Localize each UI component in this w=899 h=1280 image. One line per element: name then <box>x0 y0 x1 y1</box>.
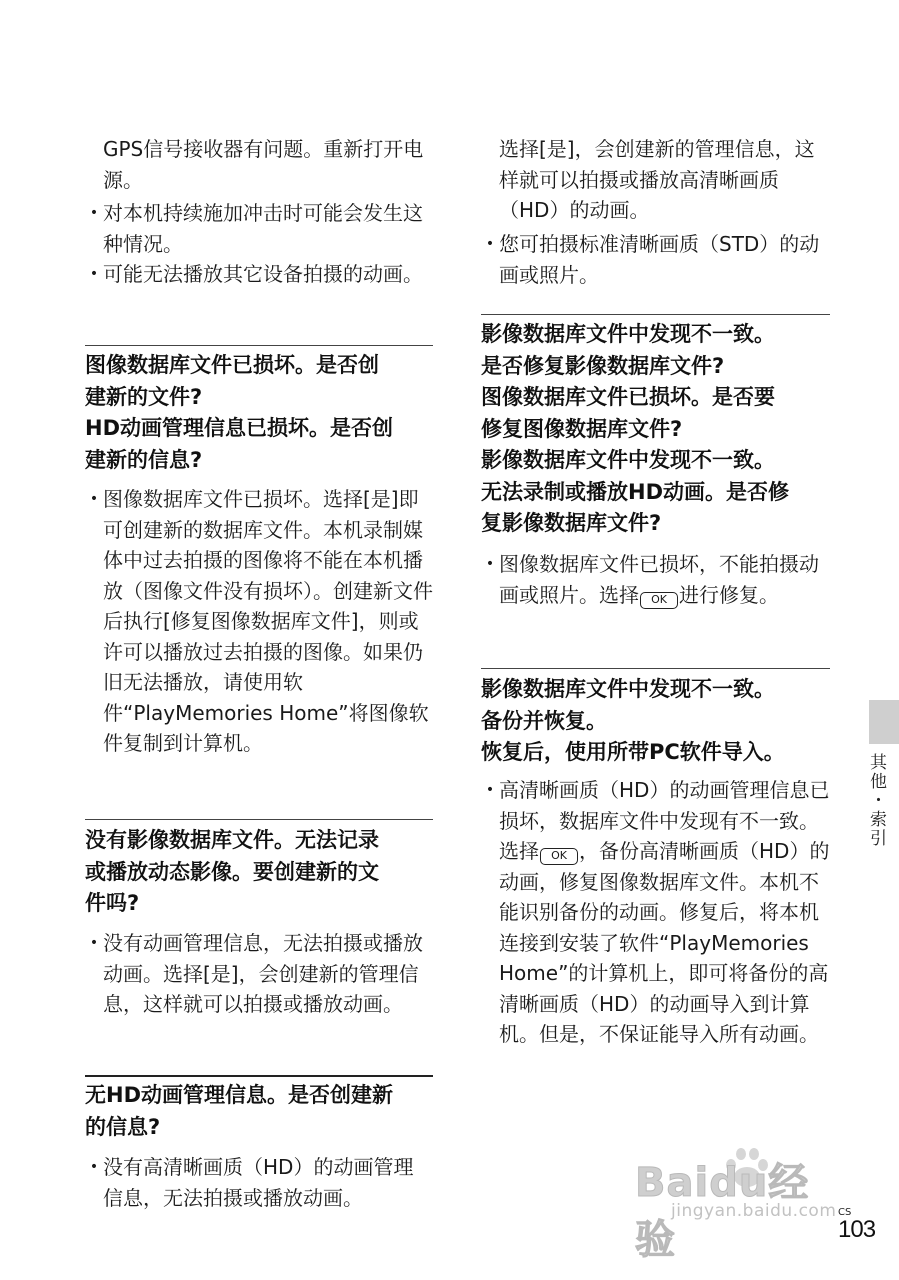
section-heading <box>85 825 433 920</box>
heading-line: 影像数据库文件中发现不一致。 <box>481 448 775 472</box>
heading-line: 或播放动态影像。要创建新的文 <box>85 859 379 884</box>
list-item-text: 没有动画管理信息，无法拍摄或播放动画。选择[是]，会创建新的管理信息，这样就可以拍摄或播放动画。 <box>103 931 423 1016</box>
section-heading <box>85 1080 433 1143</box>
section-heading <box>85 350 433 476</box>
heading-line: 修复图像数据库文件? <box>481 416 683 441</box>
list-item <box>481 229 830 290</box>
list-item-text: 图像数据库文件已损坏。选择[是]即可创建新的数据库文件。本机录制媒体中过去拍摄的图像将不能在本机播放（图像文件没有损坏）。创建新文件后执行[修复图像数据库文件]，则或许可以播放过去拍摄的图像。如果仍旧无法播放，请使用软件“PlayMemories Home”将图像软件复制到计算机。 <box>103 487 433 755</box>
chapter-tab-marker <box>869 700 899 744</box>
list-item <box>481 775 830 1050</box>
list-item-text: 没有高清晰画质（HD）的动画管理信息，无法拍摄或播放动画。 <box>103 1155 414 1210</box>
list-item-text: 您可拍摄标准清晰画质（STD）的动画或照片。 <box>499 232 820 287</box>
list-item-text <box>499 775 830 1050</box>
bullet-dot: • <box>89 491 99 507</box>
heading-line: 影像数据库文件中发现不一致。 <box>481 322 775 346</box>
watermark-url: jingyan.baidu.com <box>671 1201 837 1221</box>
page-number: 103 <box>838 1216 876 1243</box>
watermark-logo-text: Baidu经验 <box>635 1160 810 1263</box>
list-item <box>85 198 433 259</box>
bullet-dot: • <box>89 205 99 221</box>
heading-line: 无法录制或播放HD动画。是否修 <box>481 479 790 504</box>
heading-line: 无HD动画管理信息。是否创建新 <box>85 1083 394 1107</box>
heading-line: 影像数据库文件中发现不一致。 <box>481 677 775 701</box>
chapter-label: 其他・索引 <box>866 753 886 848</box>
bullet-dot: • <box>89 1159 99 1175</box>
bullet-dot: • <box>485 556 495 572</box>
heading-line: 复影像数据库文件? <box>481 511 662 535</box>
heading-line: 没有影像数据库文件。无法记录 <box>85 828 379 852</box>
list-item <box>85 484 433 759</box>
list-item <box>85 259 433 290</box>
heading-line: 图像数据库文件已损坏。是否要 <box>481 385 775 409</box>
bullet-dot: • <box>89 266 99 282</box>
ok-button-icon: OK <box>540 848 578 865</box>
section-divider <box>481 668 830 669</box>
bullet-dot: • <box>485 782 495 798</box>
section-heading <box>481 674 830 769</box>
bullet-dot: • <box>89 935 99 951</box>
heading-line: 件吗? <box>85 891 140 915</box>
list-item-text: 对本机持续施加冲击时可能会发生这种情况。 <box>103 201 423 256</box>
section-divider <box>481 314 830 315</box>
text-run: ，备份高清晰画质（HD）的动画，修复图像数据库文件。本机不能识别备份的动画。修复后，将本机连接到安装了软件“PlayMemories Home”的计算机上，即可将备份的高清晰画质（HD）的动画导入到计算机。但是，不保证能导入所有动画。 <box>499 839 830 1046</box>
list-item-text <box>499 549 830 610</box>
intro-continuation: GPS信号接收器有问题。重新打开电源。 <box>103 137 424 192</box>
list-item <box>85 1152 433 1213</box>
section-divider <box>85 1075 433 1077</box>
heading-line: 的信息? <box>85 1114 161 1139</box>
heading-line: 图像数据库文件已损坏。是否创 <box>85 353 379 377</box>
heading-line: 备份并恢复。 <box>481 708 607 733</box>
heading-line: HD动画管理信息已损坏。是否创 <box>85 416 394 440</box>
text-run: 图像数据库文件已损坏，不能拍摄动画或照片。选择 <box>499 552 819 607</box>
text-run: 进行修复。 <box>679 582 779 607</box>
heading-line: 建新的信息? <box>85 447 203 472</box>
continuation-text: 选择[是]，会创建新的管理信息，这样就可以拍摄或播放高清晰画质（HD）的动画。 <box>499 137 815 222</box>
section-divider <box>85 819 433 820</box>
section-divider <box>85 345 433 346</box>
list-item <box>85 928 433 1020</box>
ok-button-icon: OK <box>640 592 678 609</box>
heading-line: 建新的文件? <box>85 384 203 409</box>
section-heading <box>481 319 830 540</box>
watermark <box>635 1143 845 1263</box>
list-item-text: 可能无法播放其它设备拍摄的动画。 <box>103 262 423 286</box>
bullet-dot: • <box>485 236 495 252</box>
heading-line: 恢复后，使用所带PC软件导入。 <box>481 740 785 764</box>
text-run: 高清晰画质（HD）的动画管理信息已损坏，数据库文件中发现有不一致。选择 <box>499 778 830 863</box>
list-item <box>481 549 830 610</box>
page-language-code: CS <box>838 1207 852 1218</box>
heading-line: 是否修复影像数据库文件? <box>481 353 725 378</box>
